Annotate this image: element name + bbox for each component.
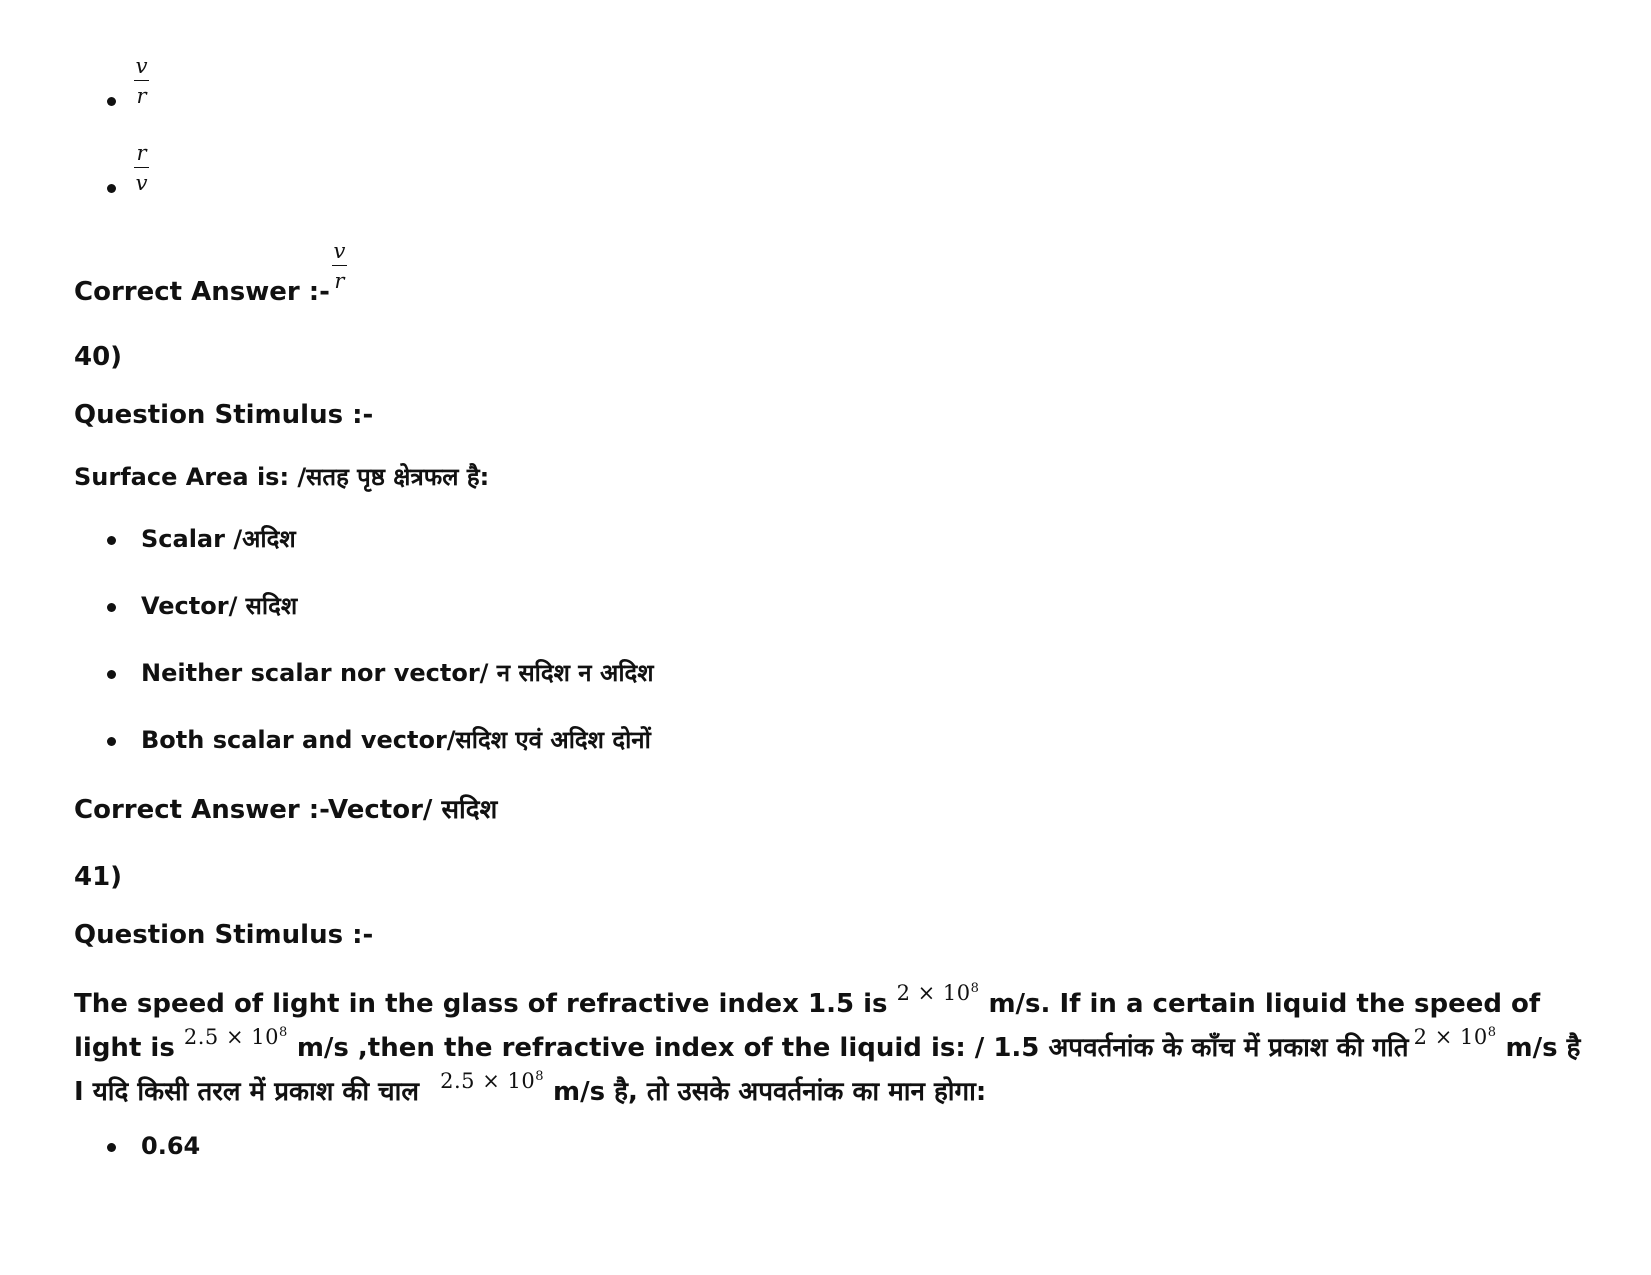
bullet-icon bbox=[107, 97, 116, 106]
option-text: Both scalar and vector/सदिश एवं अदिश दोनों bbox=[141, 726, 651, 754]
correct-answer-label: Correct Answer :- bbox=[74, 276, 330, 307]
question-number: 40) bbox=[74, 342, 123, 372]
question-text-part: m/s है I यदि किसी तरल में प्रकाश की चाल bbox=[74, 1033, 1581, 1107]
bullet-icon bbox=[107, 536, 116, 545]
question-number: 41) bbox=[74, 862, 123, 892]
prev-option-2 bbox=[74, 142, 374, 222]
option-item bbox=[74, 657, 654, 724]
fraction bbox=[134, 55, 149, 107]
correct-answer-value: Vector/ सदिश bbox=[328, 795, 498, 825]
fraction-numerator: r bbox=[136, 141, 147, 165]
question-text-part: m/s ,then the refractive index of the liquid is: / 1.5 अपवर्तनांक के काँच में प्रकाश की गति bbox=[296, 1033, 1409, 1063]
question-text-part: m/s. If in a certain liquid the speed of light is bbox=[74, 989, 1541, 1063]
math-expression: 2.5 × 108 bbox=[183, 1025, 288, 1049]
stimulus-label: Question Stimulus :- bbox=[74, 400, 374, 430]
fraction-numerator: v bbox=[135, 54, 148, 78]
bullet-icon bbox=[107, 1143, 116, 1152]
fraction-bar bbox=[332, 265, 347, 266]
option-text: Scalar /अदिश bbox=[141, 525, 296, 553]
option-item bbox=[74, 1130, 200, 1197]
fraction-bar bbox=[134, 80, 149, 81]
options-list bbox=[74, 523, 654, 791]
math-expression: 2 × 108 bbox=[896, 981, 980, 1005]
fraction-denominator: v bbox=[135, 171, 148, 195]
option-item bbox=[74, 724, 654, 791]
math-expression: 2.5 × 108 bbox=[440, 1069, 544, 1093]
prev-correct-answer bbox=[74, 239, 347, 307]
fraction-numerator: v bbox=[333, 239, 346, 263]
option-text: 0.64 bbox=[141, 1132, 201, 1160]
question-text bbox=[74, 981, 1584, 1113]
question-text-part: m/s है, तो उसके अपवर्तनांक का मान होगा: bbox=[553, 1077, 987, 1107]
bullet-icon bbox=[107, 737, 116, 746]
option-item bbox=[74, 523, 654, 590]
options-list bbox=[74, 1130, 200, 1197]
fraction-denominator: r bbox=[136, 84, 147, 108]
correct-answer-fraction bbox=[332, 240, 347, 292]
option-item bbox=[74, 590, 654, 657]
option-text: Neither scalar nor vector/ न सदिश न अदिश bbox=[141, 659, 654, 687]
fraction bbox=[134, 142, 149, 194]
prev-option-1 bbox=[74, 55, 374, 135]
bullet-icon bbox=[107, 670, 116, 679]
question-text-part: The speed of light in the glass of refractive index 1.5 is bbox=[74, 989, 888, 1019]
fraction-bar bbox=[134, 167, 149, 168]
bullet-icon bbox=[107, 603, 116, 612]
correct-answer bbox=[74, 790, 497, 826]
option-text: Vector/ सदिश bbox=[141, 592, 298, 620]
stimulus-label: Question Stimulus :- bbox=[74, 920, 374, 950]
math-expression: 2 × 108 bbox=[1413, 1025, 1497, 1049]
correct-answer-label: Correct Answer :- bbox=[74, 795, 329, 825]
question-text: Surface Area is: /सतह पृष्ठ क्षेत्रफल है: bbox=[74, 463, 490, 491]
fraction-denominator: r bbox=[334, 269, 345, 293]
bullet-icon bbox=[107, 184, 116, 193]
